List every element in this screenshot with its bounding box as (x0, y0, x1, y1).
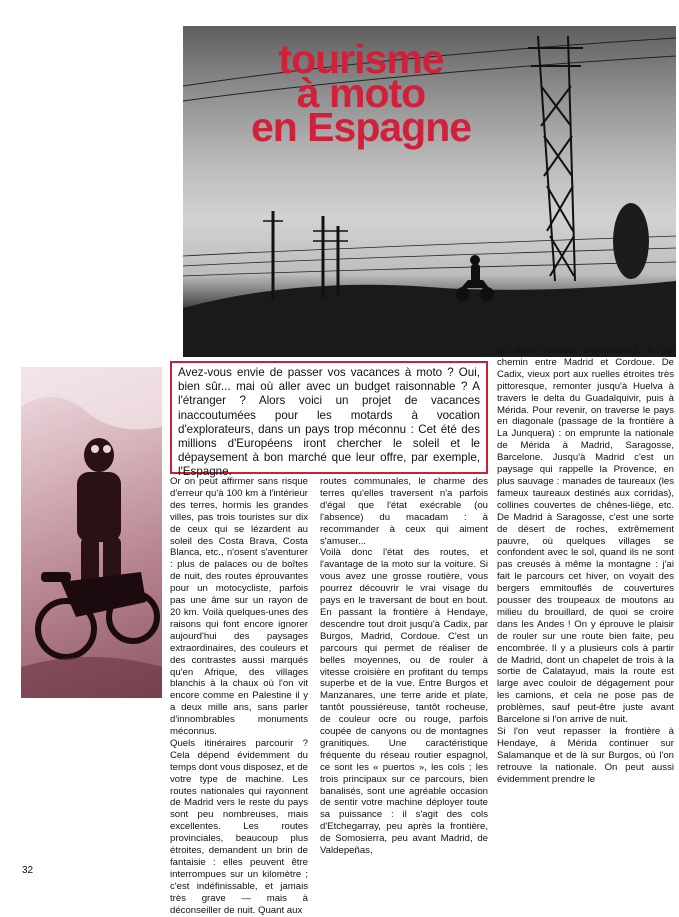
text-column-1 (170, 476, 308, 917)
hero-photo (183, 26, 676, 357)
paragraph: routes communales, le charme des terres qu'elles traversent n'a parfois d'égal que l'état exécrable (ou l'absence) du macadam : à recommander à ceux qui aiment s'amuser... (320, 476, 488, 547)
paragraph: Or on peut affirmer sans risque d'erreur qu'à 100 km à l'intérieur des terres, hormis les grandes villes, pas trois touristes sur dix de ceux qui se lézardent au soleil des Costa Brava, Costa Blanca, etc., n'osent s'aventurer : plus de palaces ou de boîtes de nuit, des routes éprouvantes pour un motocycliste, parfois pas une âme sur un rayon de 20 km. Voilà quelques-unes des raisons qui font encore ignorer aujourd'hui des paysages extraordinaires, des couleurs et des contrastes aussi marqués qu'en Afrique, des villages blanchis à la chaux où l'on vit encore comme en Palestine il y a deux mille ans, sans parler d'innombrables monuments méconnus. (170, 476, 308, 738)
paragraph: Voilà donc l'état des routes, et l'avantage de la moto sur la voiture. Si vous avez une grosse routière, vous pourrez découvrir le vrai visage du pays en le traversant de bout en bout. En passant la frontière à Hendaye, descendre tout droit jusqu'à Cadix, par Burgos, Madrid, Cordoue. C'est un parcours qui permet de réaliser de belles moyennes, ou de rouler à vitesse croisière en profitant du temps superbe et de la vue. Entre Burgos et Manzanares, une terre aride et plate, tantôt poussiéreuse, tantôt rocheuse, de couleur ocre ou rouge, parfois coupée de canyons ou de montagnes granitiques. Une caractéristique fréquente du réseau routier espagnol, ce sont les « puertos », les cols ; les trois principaux sur ce parcours, bien banalisés, sont une agréable occasion de sentir votre machine déployer toute sa puissance : il s'agit des cols d'Etchegarray, peu après la frontière, de Somosierra, peu avant Madrid, de Valdepeñas, (320, 547, 488, 857)
text-column-2 (320, 476, 488, 857)
intro-text: Avez-vous envie de passer vos vacances à moto ? Oui, bien sûr... mai où aller avec un budget raisonnable ? A l'étranger ? Alors voici un projet de vacances inaccoutumées pour les motards à vocation d'explorateurs, dans un pays trop méconnu : Cet été des millions d'Européens iront chercher le soleil et le dépaysement à bon marché que leur offre, par exemple, l'Espagne. (178, 366, 480, 479)
paragraph: Quels itinéraires parcourir ? Cela dépend évidemment du temps dont vous disposez, et de votre type de machine. Les routes nationales qui rayonnent de Madrid vers le reste du pays sont peu nombreuses, mais excellentes. Les routes provinciales, beaucoup plus étroites, demandent un brin de fantaisie : elles peuvent être interrompues sur un kilomètre ; c'est indéfinissable, et jamais très grave — mais à déconseiller de nuit. Quant aux (170, 737, 308, 916)
paragraph: au décor naturel exceptionnel, à mi-chemin entre Madrid et Cordoue. De Cadix, vieux port aux ruelles étroites très pittoresque, remonter jusqu'à Huelva à travers le delta du Guadalquivir, puis à Mérida. Pour revenir, on traverse le pays en diagonale (passage de la frontière à La Junquera) : on emprunte la nationale de Mérida à Madrid, Saragosse, Barcelone. Jusqu'à Madrid c'est un paysage qui rappelle la Provence, en plus sauvage : manades de taureaux (les fameux taureaux destinés aux corridas), collines couvertes de chênes-liège, etc. De Madrid à Saragosse, c'est une sorte de désert de roches, extrêmement pauvre, où quelques villages se confondent avec le sol, quand ils ne sont pas creusés à même la montagne : j'ai fait le parcours cet hiver, on voyait des bergers emmitouflés de couvertures pousser des troupeaux de moutons au milieu du brouillard, de quoi se croire dans les Andes ! On y éprouve le plaisir de rouler sur une route bien faite, peu encombrée. Il y a plusieurs cols à partir de Madrid, dont un chapelet de trois à la sortie de Calatayud, mais la route est large avec couloir de dégagement pour les camions, et cela ne pose pas de problèmes, sauf peut-être juste avant Barcelone si l'on arrive de nuit. (497, 345, 674, 726)
rider-photo (21, 367, 162, 698)
headline-line: tourisme (278, 36, 444, 82)
headline-line: en Espagne (250, 104, 472, 150)
article-headline (201, 36, 521, 150)
paragraph: Si l'on veut repasser la frontière à Hendaye, à Mérida continuer sur Salamanque et de là sur Burgos, où l'on retrouve la nationale. On peut aussi évidemment prendre le (497, 726, 674, 785)
rider-illustration (21, 367, 162, 698)
text-column-3 (497, 345, 674, 786)
headline-line: à moto (296, 70, 426, 116)
intro-box (170, 361, 488, 479)
page-number: 32 (22, 865, 34, 876)
